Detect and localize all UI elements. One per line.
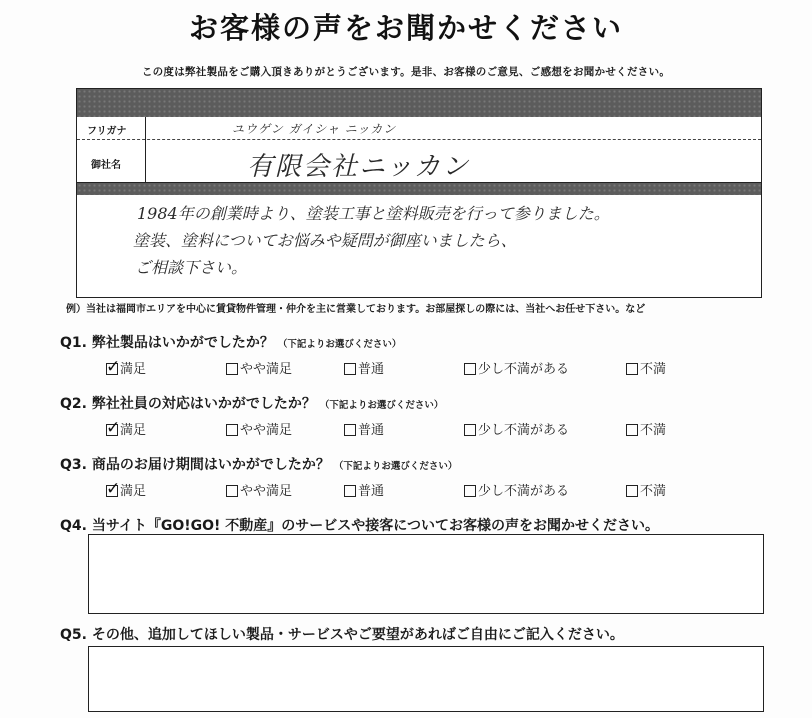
question-note: （下記よりお選びください） [333, 461, 458, 472]
option-label: 少し不満がある [478, 484, 570, 499]
check-mark-icon: ✓ [106, 479, 121, 499]
question-label: Q1. 弊社製品はいかがでしたか？ [60, 335, 274, 351]
comment-text[interactable] [133, 200, 610, 281]
option-somewhat-satisfied[interactable] [226, 480, 292, 499]
checkbox[interactable] [344, 485, 356, 497]
checkbox[interactable] [106, 479, 121, 499]
question-1 [60, 332, 401, 352]
question-note: （下記よりお選びください） [319, 400, 444, 411]
column-divider [145, 117, 146, 183]
option-satisfied[interactable] [106, 358, 146, 377]
q2-options [0, 419, 812, 441]
option-label: 普通 [358, 423, 385, 438]
option-label: 少し不満がある [478, 423, 570, 438]
check-mark-icon: ✓ [106, 418, 121, 438]
q1-options [0, 358, 812, 380]
question-label: Q3. 商品のお届け期間はいかがでしたか？ [60, 457, 330, 473]
page-subtitle: この度は弊社製品をご購入頂きありがとうございます。是非、お客様のご意見、ご感想をお聞かせください。 [141, 66, 671, 78]
q4-answer-box[interactable] [88, 534, 764, 614]
option-label: 普通 [358, 362, 385, 377]
option-label: 満足 [120, 423, 147, 438]
customer-info-form [76, 88, 762, 298]
comment-line: ご相談下さい。 [135, 258, 248, 277]
checkbox[interactable] [464, 363, 476, 375]
company-label: 御社名 [91, 160, 121, 171]
checkbox[interactable] [344, 424, 356, 436]
q5-answer-box[interactable] [88, 646, 764, 712]
company-name-value[interactable]: 有限会社ニッカン [247, 152, 470, 182]
checkbox[interactable] [626, 485, 638, 497]
question-label: Q2. 弊社社員の対応はいかがでしたか？ [60, 396, 316, 412]
option-somewhat-dissatisfied[interactable] [464, 419, 569, 438]
option-label: 満足 [120, 484, 147, 499]
option-label: 少し不満がある [478, 362, 570, 377]
furigana-value[interactable]: ユウゲン ガイシャ ニッカン [232, 122, 397, 136]
option-label: 普通 [358, 484, 385, 499]
checkbox[interactable] [226, 485, 238, 497]
question-4 [60, 515, 659, 535]
furigana-label: フリガナ [87, 126, 127, 137]
checkbox[interactable] [464, 424, 476, 436]
option-label: やや満足 [240, 484, 293, 499]
option-label: 満足 [120, 362, 147, 377]
checkbox[interactable] [344, 363, 356, 375]
comment-line: 1984年の創業時より、塗装工事と塗料販売を行って参りました。 [137, 204, 610, 223]
option-somewhat-dissatisfied[interactable] [464, 480, 569, 499]
row-divider [77, 139, 761, 140]
header-band [77, 89, 761, 117]
question-label: Q5. その他、追加してほしい製品・サービスやご要望があればご自由にご記入ください。 [60, 627, 624, 643]
checkbox[interactable] [106, 418, 121, 438]
example-note: 例）当社は福岡市エリアを中心に賃貸物件管理・仲介を主に営業しております。お部屋探しの際には、当社へお任せ下さい。など [66, 304, 646, 315]
question-note: （下記よりお選びください） [277, 339, 402, 350]
option-dissatisfied[interactable] [626, 358, 666, 377]
option-dissatisfied[interactable] [626, 419, 666, 438]
question-3 [60, 454, 457, 474]
option-label: 不満 [640, 423, 667, 438]
divider-band [77, 183, 761, 195]
checkbox[interactable] [226, 424, 238, 436]
option-label: 不満 [640, 362, 667, 377]
option-somewhat-satisfied[interactable] [226, 358, 292, 377]
page-title: お客様の声をお聞かせください [188, 11, 623, 45]
option-somewhat-satisfied[interactable] [226, 419, 292, 438]
option-dissatisfied[interactable] [626, 480, 666, 499]
q3-options [0, 480, 812, 502]
option-somewhat-dissatisfied[interactable] [464, 358, 569, 377]
checkbox[interactable] [626, 363, 638, 375]
option-label: やや満足 [240, 362, 293, 377]
checkbox[interactable] [226, 363, 238, 375]
checkbox[interactable] [626, 424, 638, 436]
option-neutral[interactable] [344, 480, 384, 499]
comment-line: 塗装、塗料についてお悩みや疑問が御座いましたら、 [133, 231, 517, 250]
option-neutral[interactable] [344, 419, 384, 438]
option-neutral[interactable] [344, 358, 384, 377]
check-mark-icon: ✓ [106, 357, 121, 377]
question-label: Q4. 当サイト『GO!GO! 不動産』のサービスや接客についてお客様の声をお聞かせください。 [60, 518, 660, 534]
question-5 [60, 624, 624, 644]
question-2 [60, 393, 443, 413]
option-satisfied[interactable] [106, 419, 146, 438]
option-label: 不満 [640, 484, 667, 499]
checkbox[interactable] [464, 485, 476, 497]
checkbox[interactable] [106, 357, 121, 377]
option-label: やや満足 [240, 423, 293, 438]
option-satisfied[interactable] [106, 480, 146, 499]
